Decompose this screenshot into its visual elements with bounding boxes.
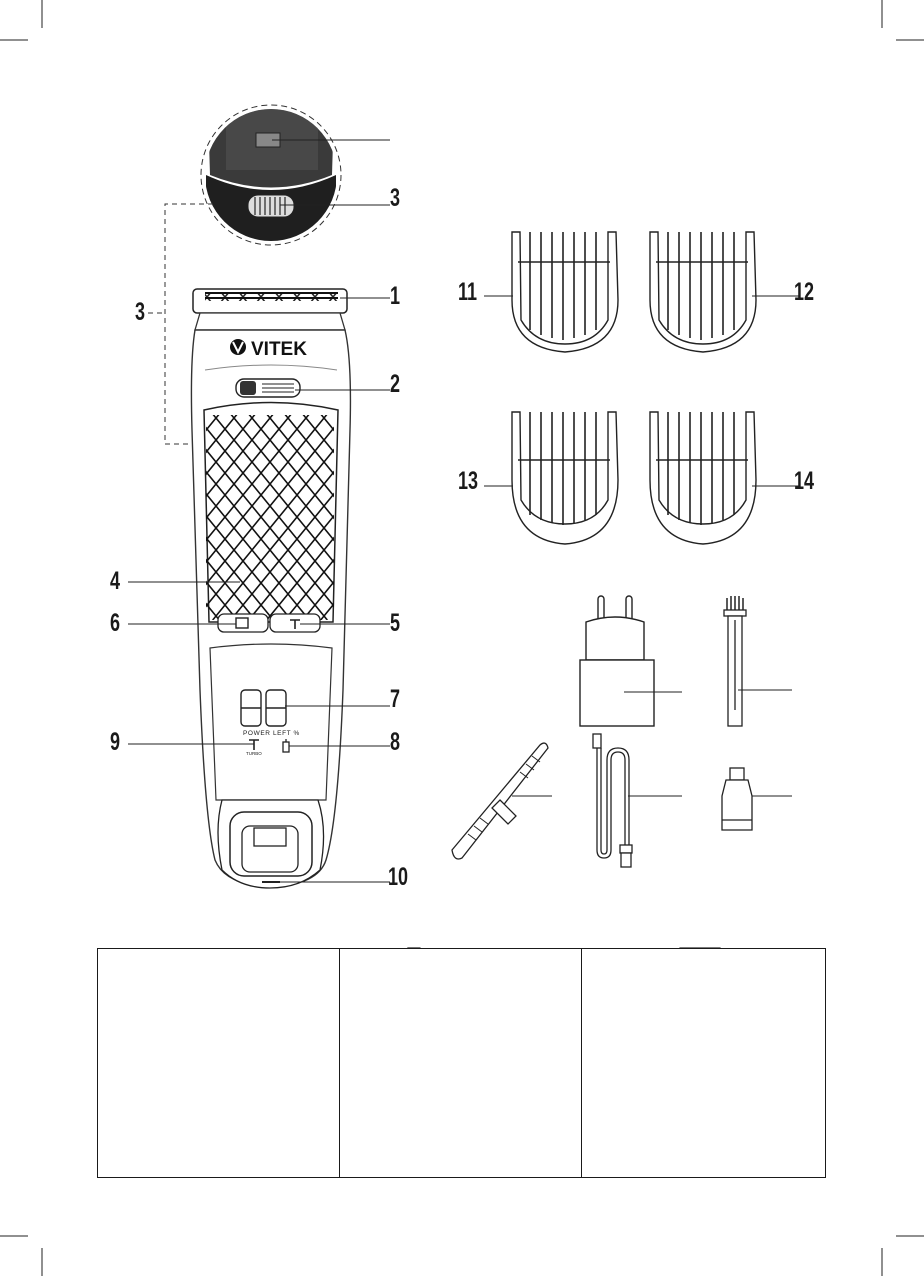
callout-4: 4	[110, 567, 121, 595]
callout-7: 7	[390, 685, 401, 713]
callout-9: 9	[110, 728, 121, 756]
instruction-panel-attach	[97, 948, 341, 1178]
power-left-label: POWER LEFT %	[243, 730, 300, 737]
instruction-panel-brush	[339, 948, 583, 1178]
usb-cable	[593, 734, 632, 867]
trimmer-body	[191, 289, 350, 888]
oil-bottle	[722, 768, 752, 830]
callout-6: 6	[110, 609, 121, 637]
power-adapter	[580, 596, 654, 726]
callout-5: 5	[390, 609, 401, 637]
callout-14: 14	[794, 467, 815, 495]
callout-8: 8	[390, 728, 401, 756]
cleaning-brush	[724, 596, 746, 726]
callout-11: 11	[458, 278, 478, 306]
callout-3-top: 3	[390, 184, 401, 212]
callout-3-left: 3	[135, 298, 146, 326]
callout-2: 2	[390, 370, 401, 398]
instruction-panel-rinse	[581, 948, 826, 1178]
brand-logo-text: VITEK	[251, 339, 307, 360]
turbo-label: TURBO	[246, 751, 262, 756]
comb-attachments	[512, 232, 756, 544]
callout-13: 13	[458, 467, 479, 495]
hair-comb	[452, 743, 548, 859]
callout-12: 12	[794, 278, 815, 306]
callout-1: 1	[390, 282, 401, 310]
zoom-detail	[190, 100, 360, 250]
callout-10: 10	[388, 863, 409, 891]
